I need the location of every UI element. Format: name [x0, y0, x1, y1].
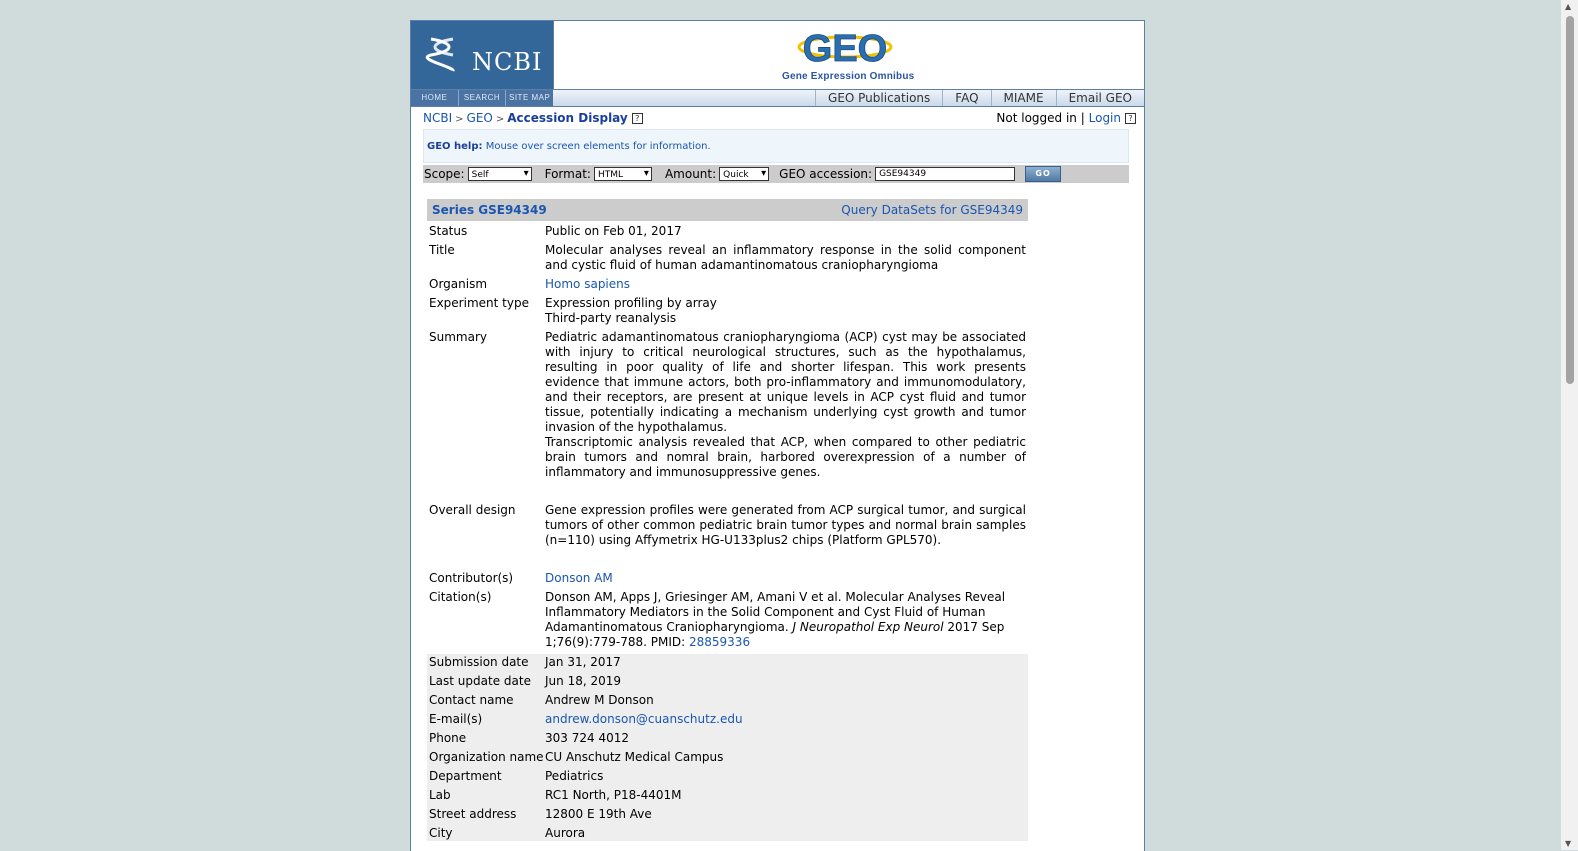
scrollbar-thumb[interactable]	[1566, 16, 1574, 384]
login-divider: |	[1080, 111, 1085, 125]
row-overall-design	[427, 503, 1028, 548]
breadcrumb-ncbi[interactable]: NCBI	[423, 111, 453, 125]
row-key: Experiment type	[429, 296, 529, 310]
contributor-link[interactable]: Donson AM	[545, 571, 613, 585]
row-value: Jan 31, 2017	[545, 655, 621, 669]
row-value: CU Anschutz Medical Campus	[545, 750, 724, 764]
go-button[interactable]: GO	[1025, 166, 1061, 182]
row-status	[427, 224, 1028, 239]
summary-paragraph-1: Pediatric adamantinomatous craniopharyngioma (ACP) cyst may be associated with injury to critical neurological structures, such as the hypothalamus, resulting in poor quality of life and shorter lifespan. This work presents evidence that immune actors, both pro-inflammatory and immunomodulatory, and their receptors, are present at unique levels in ACP cyst fluid and tumor tissue, potentially indicating a mechanism underlying cyst growth and tumor invasion of the hypothalamus.	[545, 330, 1026, 434]
nav-site-map[interactable]: SITE MAP	[509, 93, 551, 102]
amount-label: Amount:	[664, 167, 717, 181]
page-container	[410, 20, 1145, 851]
row-key: Status	[429, 224, 468, 238]
amount-select[interactable]: Quick ▾	[719, 167, 769, 181]
row-email	[427, 712, 1028, 727]
row-value: Public on Feb 01, 2017	[545, 224, 682, 238]
row-key: Department	[429, 769, 502, 783]
query-datasets-link[interactable]: Query DataSets for GSE94349	[841, 203, 1023, 217]
row-key: E-mail(s)	[429, 712, 483, 726]
format-select[interactable]: HTML ▾	[594, 167, 652, 181]
experiment-type-1: Expression profiling by array	[545, 296, 717, 310]
row-key: Citation(s)	[429, 590, 492, 604]
help-icon[interactable]: ?	[632, 113, 643, 124]
login-help-icon[interactable]: ?	[1125, 113, 1136, 124]
organism-link[interactable]: Homo sapiens	[545, 277, 631, 291]
row-key: Title	[429, 243, 455, 257]
summary-paragraph-2: Transcriptomic analysis revealed that ACP, when compared to other pediatric brain tumors and nomral brain, harbored overexpression of a number of inflammatory and immunosuppressive genes.	[545, 435, 1026, 479]
row-key: Last update date	[429, 674, 531, 688]
geo-help-label: GEO help:	[427, 141, 483, 152]
row-key: City	[429, 826, 453, 840]
scroll-up-icon[interactable]: ▲	[1565, 2, 1572, 11]
row-experiment-type	[427, 296, 1028, 326]
row-key: Street address	[429, 807, 517, 821]
geo-help-box	[423, 129, 1129, 163]
nav-home[interactable]: HOME	[411, 90, 459, 106]
row-key: Contributor(s)	[429, 571, 514, 585]
login-link[interactable]: Login	[1088, 111, 1121, 125]
nav-search[interactable]: SEARCH	[459, 90, 507, 106]
row-value: Aurora	[545, 826, 586, 840]
nav-bar	[411, 90, 1144, 107]
geo-logo-word: GEO	[802, 28, 888, 67]
contact-block	[427, 654, 1028, 841]
series-title: Series GSE94349	[432, 203, 547, 217]
row-value: Pediatrics	[545, 769, 604, 783]
nav-miame[interactable]: MIAME	[991, 90, 1056, 106]
email-link[interactable]: andrew.donson@cuanschutz.edu	[545, 712, 743, 726]
geo-help-text: Mouse over screen elements for information.	[485, 141, 711, 152]
geo-logo-icon	[795, 27, 895, 67]
row-contributors	[427, 571, 1028, 586]
breadcrumb-sep: >	[495, 114, 505, 125]
row-value	[545, 330, 1028, 480]
row-key: Overall design	[429, 503, 516, 517]
row-street-address	[427, 807, 1028, 822]
row-last-update	[427, 674, 1028, 689]
row-key: Summary	[429, 330, 487, 344]
row-contact-name	[427, 693, 1028, 708]
row-value: RC1 North, P18-4401M	[545, 788, 682, 802]
breadcrumb-geo[interactable]: GEO	[466, 111, 493, 125]
accession-input[interactable]: GSE94349	[875, 167, 1015, 181]
row-phone	[427, 731, 1028, 746]
breadcrumb-sep: >	[455, 114, 464, 125]
nav-faq[interactable]: FAQ	[942, 90, 990, 106]
row-summary	[427, 330, 1028, 480]
series-details	[427, 224, 1028, 845]
login-status: Not logged in	[996, 111, 1077, 125]
row-city	[427, 826, 1028, 841]
row-value: Molecular analyses reveal an inflammatory response in the solid component and cystic fluid of human adamantinomatous craniopharyngioma	[545, 243, 1026, 272]
row-lab	[427, 788, 1028, 803]
nav-email-geo[interactable]: Email GEO	[1056, 90, 1144, 106]
row-organism	[427, 277, 1028, 292]
citation-journal: J Neuropathol Exp Neurol	[792, 620, 944, 634]
citation-text: Donson AM, Apps J, Griesinger AM, Amani V et al. Molecular Analyses Reveal Inflammatory Mediators in the Solid Component and Cyst Fluid of Human Adamantinomatous Craniopharyngioma.	[545, 590, 1006, 634]
row-key: Phone	[429, 731, 467, 745]
row-value: Jun 18, 2019	[545, 674, 622, 688]
row-key: Submission date	[429, 655, 529, 669]
breadcrumb-current: Accession Display	[507, 111, 628, 125]
row-submission-date	[427, 655, 1028, 670]
scope-label: Scope:	[424, 167, 465, 181]
experiment-type-2: Third-party reanalysis	[545, 311, 677, 325]
series-header	[427, 199, 1028, 221]
ncbi-nav	[411, 90, 553, 106]
citation-detail: 2017 Sep 1;76(9):779-788. PMID:	[545, 620, 1005, 649]
row-key: Organization name	[429, 750, 544, 764]
ncbi-logo-text: NCBI	[472, 48, 543, 76]
nav-geo-publications[interactable]: GEO Publications	[815, 90, 942, 106]
accession-label: GEO accession:	[779, 167, 873, 181]
geo-nav	[815, 90, 1144, 106]
page-scrollbar[interactable]	[1561, 0, 1578, 850]
row-department	[427, 769, 1028, 784]
query-bar	[423, 165, 1129, 183]
row-key: Contact name	[429, 693, 514, 707]
format-label: Format:	[544, 167, 591, 181]
row-key: Organism	[429, 277, 488, 291]
row-value: Andrew M Donson	[545, 693, 654, 707]
row-value	[545, 296, 1028, 326]
ncbi-logo[interactable]	[411, 21, 554, 89]
row-value: 12800 E 19th Ave	[545, 807, 652, 821]
breadcrumb	[423, 109, 643, 127]
row-value: 303 724 4012	[545, 731, 629, 745]
row-value	[545, 590, 1028, 650]
row-title	[427, 243, 1028, 273]
site-header	[411, 21, 1144, 90]
row-citations	[427, 590, 1028, 650]
scope-select[interactable]: Self ▾	[468, 167, 532, 181]
dna-helix-icon	[425, 35, 459, 75]
scroll-down-icon[interactable]: ▼	[1565, 839, 1572, 848]
login-area	[996, 109, 1136, 127]
row-organization	[427, 750, 1028, 765]
pmid-link[interactable]: 28859336	[689, 635, 751, 649]
row-key: Lab	[429, 788, 451, 802]
row-value: Gene expression profiles were generated from ACP surgical tumor, and surgical tumors of other common pediatric brain tumor types and normal brain samples (n=110) using Affymetrix HG-U133plus2 chips (Platform GPL570).	[545, 503, 1026, 547]
geo-logo[interactable]	[554, 21, 1144, 89]
geo-subtitle: Gene Expression Omnibus	[782, 71, 915, 82]
